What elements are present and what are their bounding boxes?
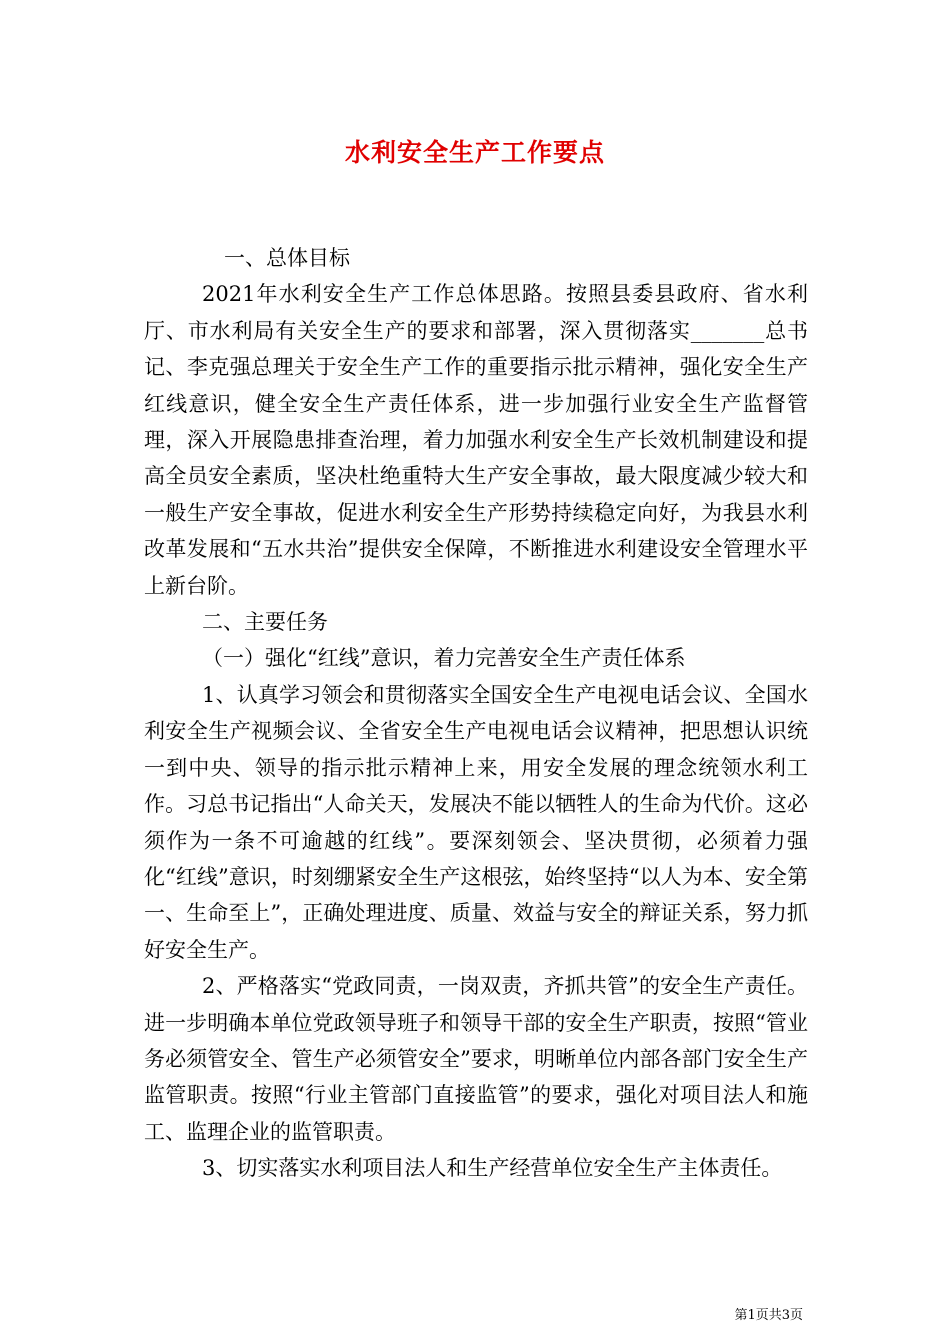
paragraph-item-2: 2、严格落实“党政同责，一岗双责，齐抓共管”的安全生产责任。进一步明确本单位党政领导班子和领导干部的安全生产职责，按照“管业务必须管安全、管生产必须管安全”要求，明晰单位内部各部门安全生产监管职责。按照“行业主管部门直接监管”的要求，强化对项目法人和施工、监理企业的监管职责。 — [144, 974, 808, 1144]
paragraph-item-1: 1、认真学习领会和贯彻落实全国安全生产电视电话会议、全国水利安全生产视频会议、全省安全生产电视电话会议精神，把思想认识统一到中央、领导的指示批示精神上来，用安全发展的理念统领水利工作。习总书记指出“人命关天，发展决不能以牺牲人的生命为代价。这必须作为一条不可逾越的红线”。要深刻领会、坚决贯彻，必须着力强化“红线”意识，时刻绷紧安全生产这根弦，始终坚持“以人为本、安全第一、生命至上”，正确处理进度、质量、效益与安全的辩证关系，努力抓好安全生产。 — [144, 682, 808, 962]
document-body — [144, 240, 808, 1187]
subsection-heading-red-line: （一）强化“红线”意识，着力完善安全生产责任体系 — [202, 646, 686, 671]
paragraph-item-3: 3、切实落实水利项目法人和生产经营单位安全生产主体责任。 — [202, 1156, 783, 1181]
page-number: 第1页共3页 — [734, 1308, 803, 1323]
document-title: 水利安全生产工作要点 — [344, 138, 605, 167]
section-heading-main-tasks: 二、主要任务 — [202, 610, 328, 635]
section-heading-overall-goals: 一、总体目标 — [224, 246, 350, 270]
paragraph-overall-goals: 2021年水利安全生产工作总体思路。按照县委县政府、省水利厅、市水利局有关安全生产的要求和部署，深入贯彻落实_______总书记、李克强总理关于安全生产工作的重要指示批示精神，强化安全生产红线意识，健全安全生产责任体系，进一步加强行业安全生产监督管理，深入开展隐患排查治理，着力加强水利安全生产长效机制建设和提高全员安全素质，坚决杜绝重特大生产安全事故，最大限度减少较大和一般生产安全事故，促进水利安全生产形势持续稳定向好，为我县水利改革发展和“五水共治”提供安全保障，不断推进水利建设安全管理水平上新台阶。 — [144, 282, 808, 598]
